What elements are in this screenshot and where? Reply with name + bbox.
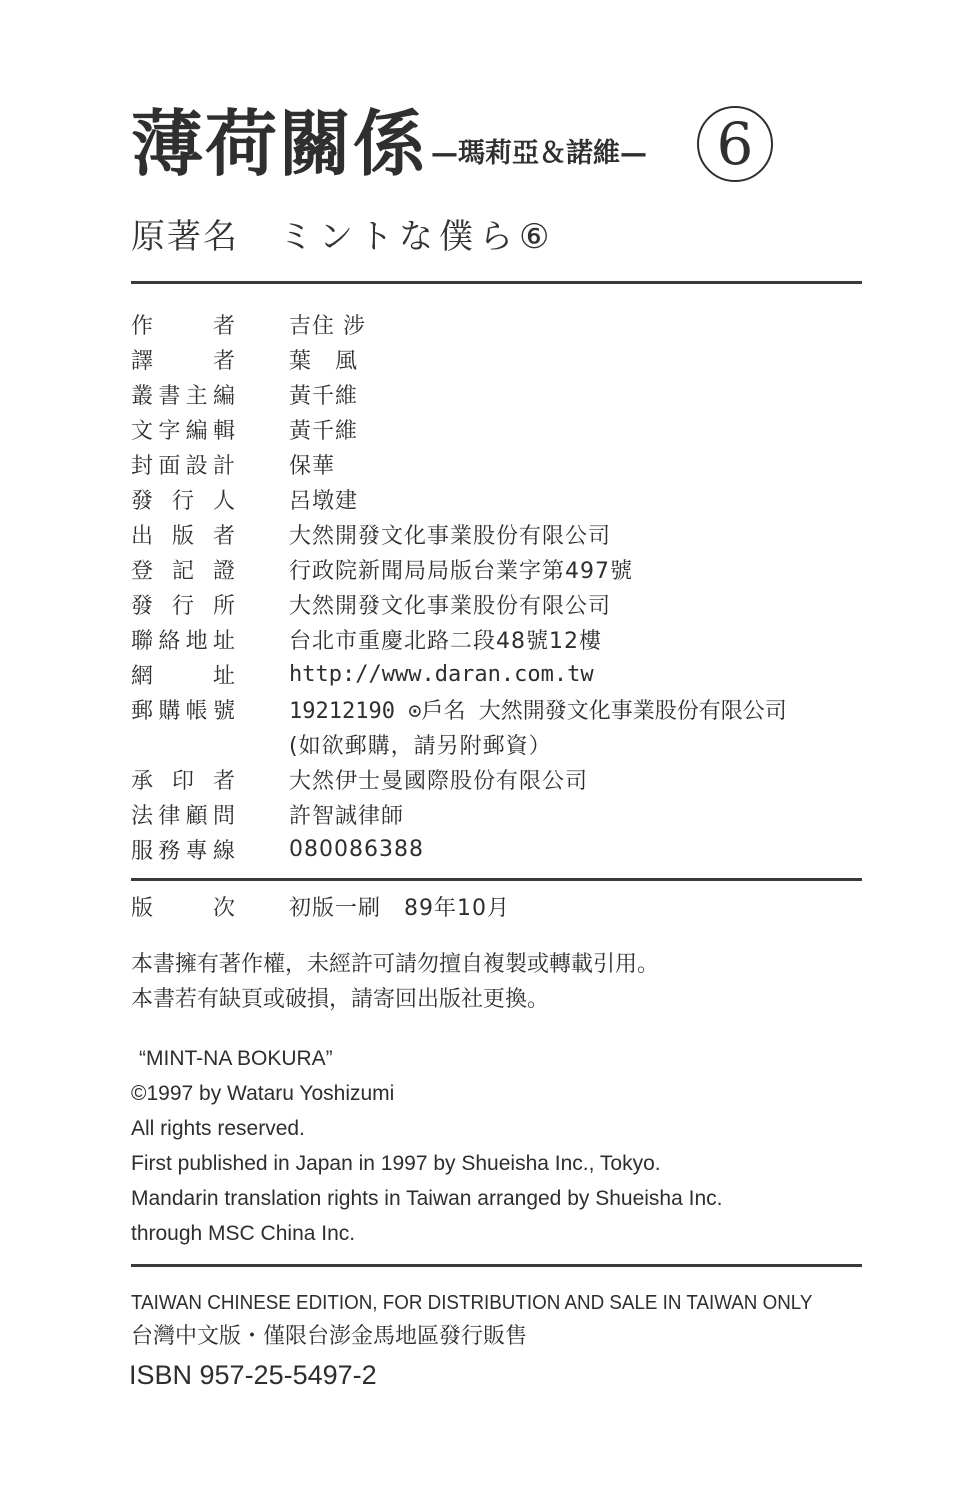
credit-label xyxy=(131,344,235,375)
original-title-value: ミントな僕ら⑥ xyxy=(279,217,556,257)
credit-value: 大然開發文化事業股份有限公司 xyxy=(289,524,612,549)
credit-label-char: 址 xyxy=(212,664,235,689)
english-copyright-block xyxy=(131,1041,722,1251)
english-through: through MSC China Inc. xyxy=(131,1222,356,1245)
edition-label xyxy=(131,891,235,922)
credit-row xyxy=(131,482,891,517)
credit-value: 19212190 ⊙戶名 大然開發文化事業股份有限公司 xyxy=(289,699,787,724)
edition-label-char: 次 xyxy=(212,896,235,921)
credit-row xyxy=(131,727,891,762)
english-first-published: First published in Japan in 1997 by Shueisha Inc., Tokyo. xyxy=(131,1152,661,1175)
credit-label xyxy=(131,589,235,620)
credit-label xyxy=(131,764,235,795)
credit-label-char: 地 xyxy=(185,629,208,654)
credit-label-char: 出 xyxy=(131,524,154,549)
credit-label-char: 版 xyxy=(171,524,194,549)
credit-label-char: 帳 xyxy=(185,699,208,724)
english-translation-rights: Mandarin translation rights in Taiwan arranged by Shueisha Inc. xyxy=(131,1187,723,1210)
divider-middle xyxy=(131,878,862,881)
credit-label-char: 設 xyxy=(185,454,208,479)
credit-value: 大然開發文化事業股份有限公司 xyxy=(289,594,612,619)
credit-label-char: 行 xyxy=(171,594,194,619)
english-original-title: “MINT-NA BOKURA” xyxy=(139,1047,333,1070)
credit-label-char: 發 xyxy=(131,594,154,619)
credit-label-char: 購 xyxy=(158,699,181,724)
credit-label-char: 作 xyxy=(131,314,154,339)
credit-value: 大然伊士曼國際股份有限公司 xyxy=(289,769,589,794)
credit-row xyxy=(131,517,891,552)
credit-value: 台北市重慶北路二段48號12樓 xyxy=(289,629,602,654)
credit-label-char: 專 xyxy=(185,839,208,864)
credit-label-char: 編 xyxy=(212,384,235,409)
credit-label-char: 者 xyxy=(212,349,235,374)
credit-label-char: 承 xyxy=(131,769,154,794)
credit-label-char: 址 xyxy=(212,629,235,654)
edition-value: 初版一刷 89年10月 xyxy=(289,896,510,921)
credit-label xyxy=(131,519,235,550)
english-copyright: ©1997 by Wataru Yoshizumi xyxy=(131,1082,395,1105)
book-title xyxy=(131,104,647,184)
english-rights: All rights reserved. xyxy=(131,1117,305,1140)
distribution-notice-zh: 台灣中文版・僅限台澎金馬地區發行販售 xyxy=(131,1324,528,1349)
credit-row xyxy=(131,622,891,657)
credit-value: 呂墩建 xyxy=(289,489,359,514)
credit-label xyxy=(131,414,235,445)
credit-label-char: 譯 xyxy=(131,349,154,374)
credit-label-char: 主 xyxy=(185,384,208,409)
credit-row xyxy=(131,797,891,832)
credit-value: 行政院新聞局局版台業字第497號 xyxy=(289,559,633,584)
credit-label xyxy=(131,694,235,725)
credit-label xyxy=(131,449,235,480)
credit-label-char: 文 xyxy=(131,419,154,444)
credit-row xyxy=(131,552,891,587)
edition-label-char: 版 xyxy=(131,896,154,921)
credit-label-char: 封 xyxy=(131,454,154,479)
credit-label-char: 輯 xyxy=(212,419,235,444)
isbn: ISBN 957-25-5497-2 xyxy=(129,1360,377,1390)
credit-label xyxy=(131,309,235,340)
credit-row xyxy=(131,657,891,692)
credit-value: 保華 xyxy=(289,454,336,479)
credit-label xyxy=(131,624,235,655)
credit-label-char: 律 xyxy=(158,804,181,829)
credit-label-char: 絡 xyxy=(158,629,181,654)
credit-row xyxy=(131,307,891,342)
credit-label-char: 面 xyxy=(158,454,181,479)
credit-label-char: 務 xyxy=(158,839,181,864)
credit-label xyxy=(131,799,235,830)
credit-label-char: 證 xyxy=(212,559,235,584)
credit-row xyxy=(131,762,891,797)
credit-value: 許智誠律師 xyxy=(289,804,405,829)
credit-row xyxy=(131,587,891,622)
credit-label xyxy=(131,834,235,865)
credit-label-char: 問 xyxy=(212,804,235,829)
original-title-label: 原著名 xyxy=(131,217,239,257)
credit-label-char: 者 xyxy=(212,524,235,549)
credit-label-char: 線 xyxy=(212,839,235,864)
credit-label-char: 記 xyxy=(171,559,194,584)
original-title xyxy=(131,215,555,259)
title-main: 薄荷關係 xyxy=(131,102,428,186)
credit-label-char: 人 xyxy=(212,489,235,514)
credit-label-char: 郵 xyxy=(131,699,154,724)
credit-label xyxy=(131,659,235,690)
volume-number: 6 xyxy=(716,110,754,178)
credit-value: (如欲郵購，請另附郵資） xyxy=(289,734,552,759)
title-subtitle: —瑪莉亞＆諾維— xyxy=(431,137,648,169)
credit-value: 黃千維 xyxy=(289,419,359,444)
credit-row xyxy=(131,447,891,482)
credit-label-char: 叢 xyxy=(131,384,154,409)
edition-row xyxy=(131,889,510,924)
credit-label xyxy=(131,554,235,585)
credit-label-char: 印 xyxy=(171,769,194,794)
notice-line-1: 本書擁有著作權，未經許可請勿擅自複製或轉載引用。 xyxy=(131,952,660,977)
credit-label-char: 者 xyxy=(212,769,235,794)
credit-label xyxy=(131,379,235,410)
credit-label-char: 者 xyxy=(212,314,235,339)
credit-label-char: 字 xyxy=(158,419,181,444)
credit-row xyxy=(131,377,891,412)
credit-row xyxy=(131,412,891,447)
notice-line-2: 本書若有缺頁或破損，請寄回出版社更換。 xyxy=(131,987,550,1012)
credit-label-char: 發 xyxy=(131,489,154,514)
credit-row xyxy=(131,692,891,727)
credit-label-char: 聯 xyxy=(131,629,154,654)
credit-row xyxy=(131,342,891,377)
credit-value: 黃千維 xyxy=(289,384,359,409)
credit-label-char: 法 xyxy=(131,804,154,829)
volume-number-badge xyxy=(697,106,773,182)
credit-value: http://www.daran.com.tw xyxy=(289,662,594,687)
credit-label xyxy=(131,484,235,515)
credit-value: 吉住 涉 xyxy=(289,314,366,339)
credit-label-char: 行 xyxy=(171,489,194,514)
credit-value: 080086388 xyxy=(289,837,424,862)
credit-label-char: 所 xyxy=(212,594,235,619)
credit-label-char: 書 xyxy=(158,384,181,409)
distribution-notice-en: TAIWAN CHINESE EDITION, FOR DISTRIBUTION AND SALE IN TAIWAN ONLY xyxy=(131,1292,813,1314)
credit-label-char: 計 xyxy=(212,454,235,479)
divider-top xyxy=(131,281,862,284)
credits-list xyxy=(131,307,891,867)
credit-label-char: 顧 xyxy=(185,804,208,829)
credit-label-char: 號 xyxy=(212,699,235,724)
credit-label-char: 服 xyxy=(131,839,154,864)
credit-value: 葉 風 xyxy=(289,349,359,374)
credit-label-char: 登 xyxy=(131,559,154,584)
copyright-notice xyxy=(131,947,659,1017)
credit-label-char: 網 xyxy=(131,664,154,689)
divider-bottom xyxy=(131,1264,862,1267)
credit-label-char: 編 xyxy=(185,419,208,444)
credit-row xyxy=(131,832,891,867)
